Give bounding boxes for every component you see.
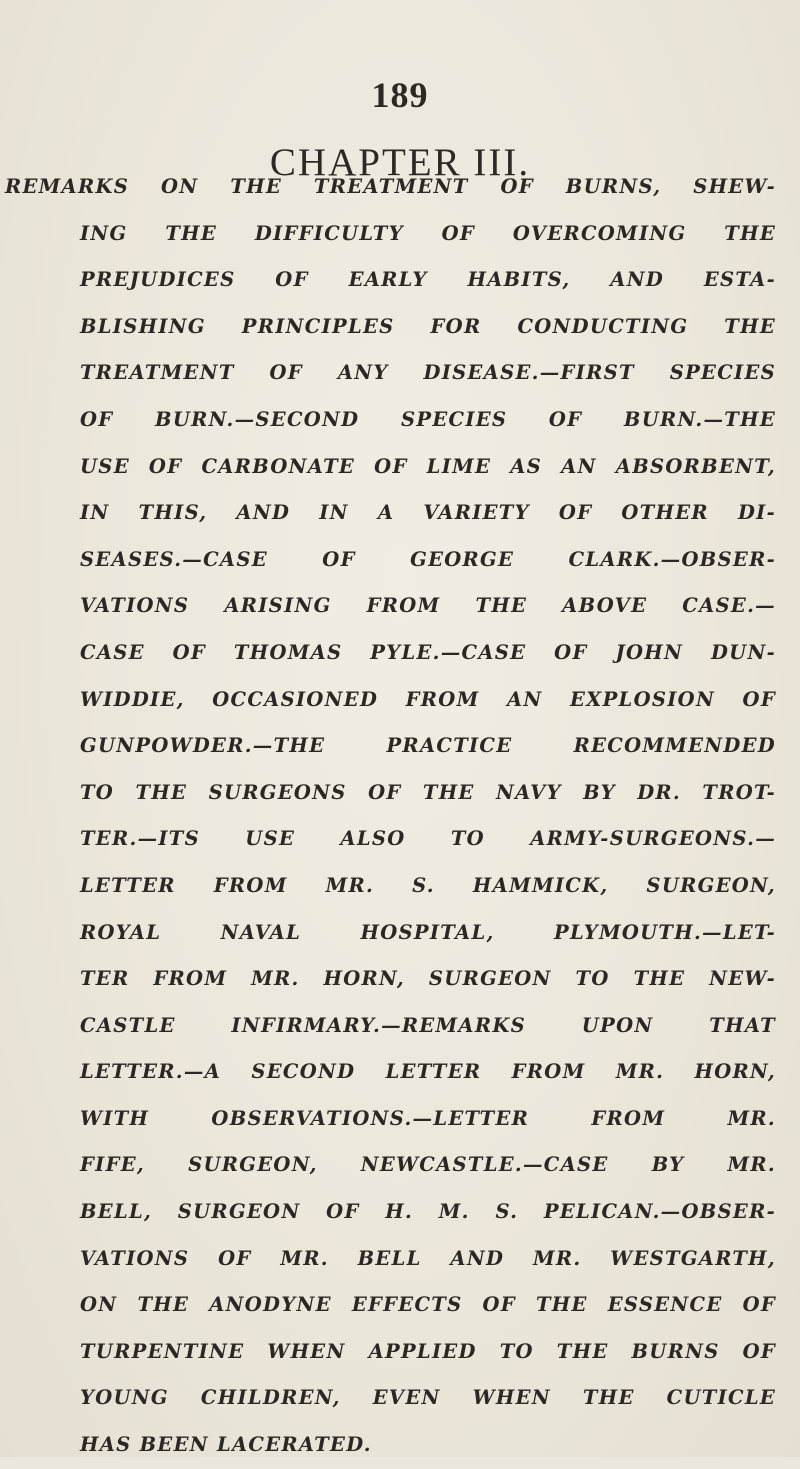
summary-line: GUNPOWDER.—THE PRACTICE RECOMMENDED <box>80 734 776 758</box>
summary-line: TER.—ITS USE ALSO TO ARMY-SURGEONS.— <box>80 827 776 851</box>
summary-line: ROYAL NAVAL HOSPITAL, PLYMOUTH.—LET- <box>80 920 776 944</box>
summary-line: WITH OBSERVATIONS.—LETTER FROM MR. <box>80 1106 776 1130</box>
summary-line: TO THE SURGEONS OF THE NAVY BY DR. TROT- <box>80 780 776 804</box>
summary-line: TER FROM MR. HORN, SURGEON TO THE NEW- <box>80 967 776 991</box>
summary-line: VATIONS ARISING FROM THE ABOVE CASE.— <box>80 594 776 618</box>
summary-line: YOUNG CHILDREN, EVEN WHEN THE CUTICLE <box>80 1386 776 1410</box>
summary-line: OF BURN.—SECOND SPECIES OF BURN.—THE <box>80 407 776 431</box>
summary-line: CASE OF THOMAS PYLE.—CASE OF JOHN DUN- <box>80 640 776 664</box>
summary-line: BLISHING PRINCIPLES FOR CONDUCTING THE <box>80 314 776 338</box>
summary-line: FIFE, SURGEON, NEWCASTLE.—CASE BY MR. <box>80 1153 776 1177</box>
summary-line: REMARKS ON THE TREATMENT OF BURNS, SHEW- <box>5 175 776 198</box>
summary-line: WIDDIE, OCCASIONED FROM AN EXPLOSION OF <box>80 687 776 711</box>
summary-line: TREATMENT OF ANY DISEASE.—FIRST SPECIES <box>80 361 776 385</box>
summary-line: HAS BEEN LACERATED. <box>80 1433 372 1457</box>
summary-line: TURPENTINE WHEN APPLIED TO THE BURNS OF <box>80 1339 776 1363</box>
summary-line: LETTER.—A SECOND LETTER FROM MR. HORN, <box>80 1060 776 1084</box>
page-number: 189 <box>371 75 429 115</box>
summary-line: SEASES.—CASE OF GEORGE CLARK.—OBSER- <box>80 547 776 571</box>
summary-line: ING THE DIFFICULTY OF OVERCOMING THE <box>80 221 776 245</box>
summary-line: CASTLE INFIRMARY.—REMARKS UPON THAT <box>80 1013 776 1037</box>
summary-line: VATIONS OF MR. BELL AND MR. WESTGARTH, <box>80 1246 776 1270</box>
summary-line: LETTER FROM MR. S. HAMMICK, SURGEON, <box>80 873 776 897</box>
summary-line: ON THE ANODYNE EFFECTS OF THE ESSENCE OF <box>80 1293 776 1317</box>
summary-line: IN THIS, AND IN A VARIETY OF OTHER DI- <box>80 501 776 525</box>
chapter-summary <box>5 164 776 1469</box>
summary-line: USE OF CARBONATE OF LIME AS AN ABSORBENT, <box>80 454 776 478</box>
summary-line: BELL, SURGEON OF H. M. S. PELICAN.—OBSER- <box>80 1200 776 1224</box>
chapter-title: CHAPTER III. <box>269 141 531 184</box>
summary-line: PREJUDICES OF EARLY HABITS, AND ESTA- <box>80 268 776 292</box>
